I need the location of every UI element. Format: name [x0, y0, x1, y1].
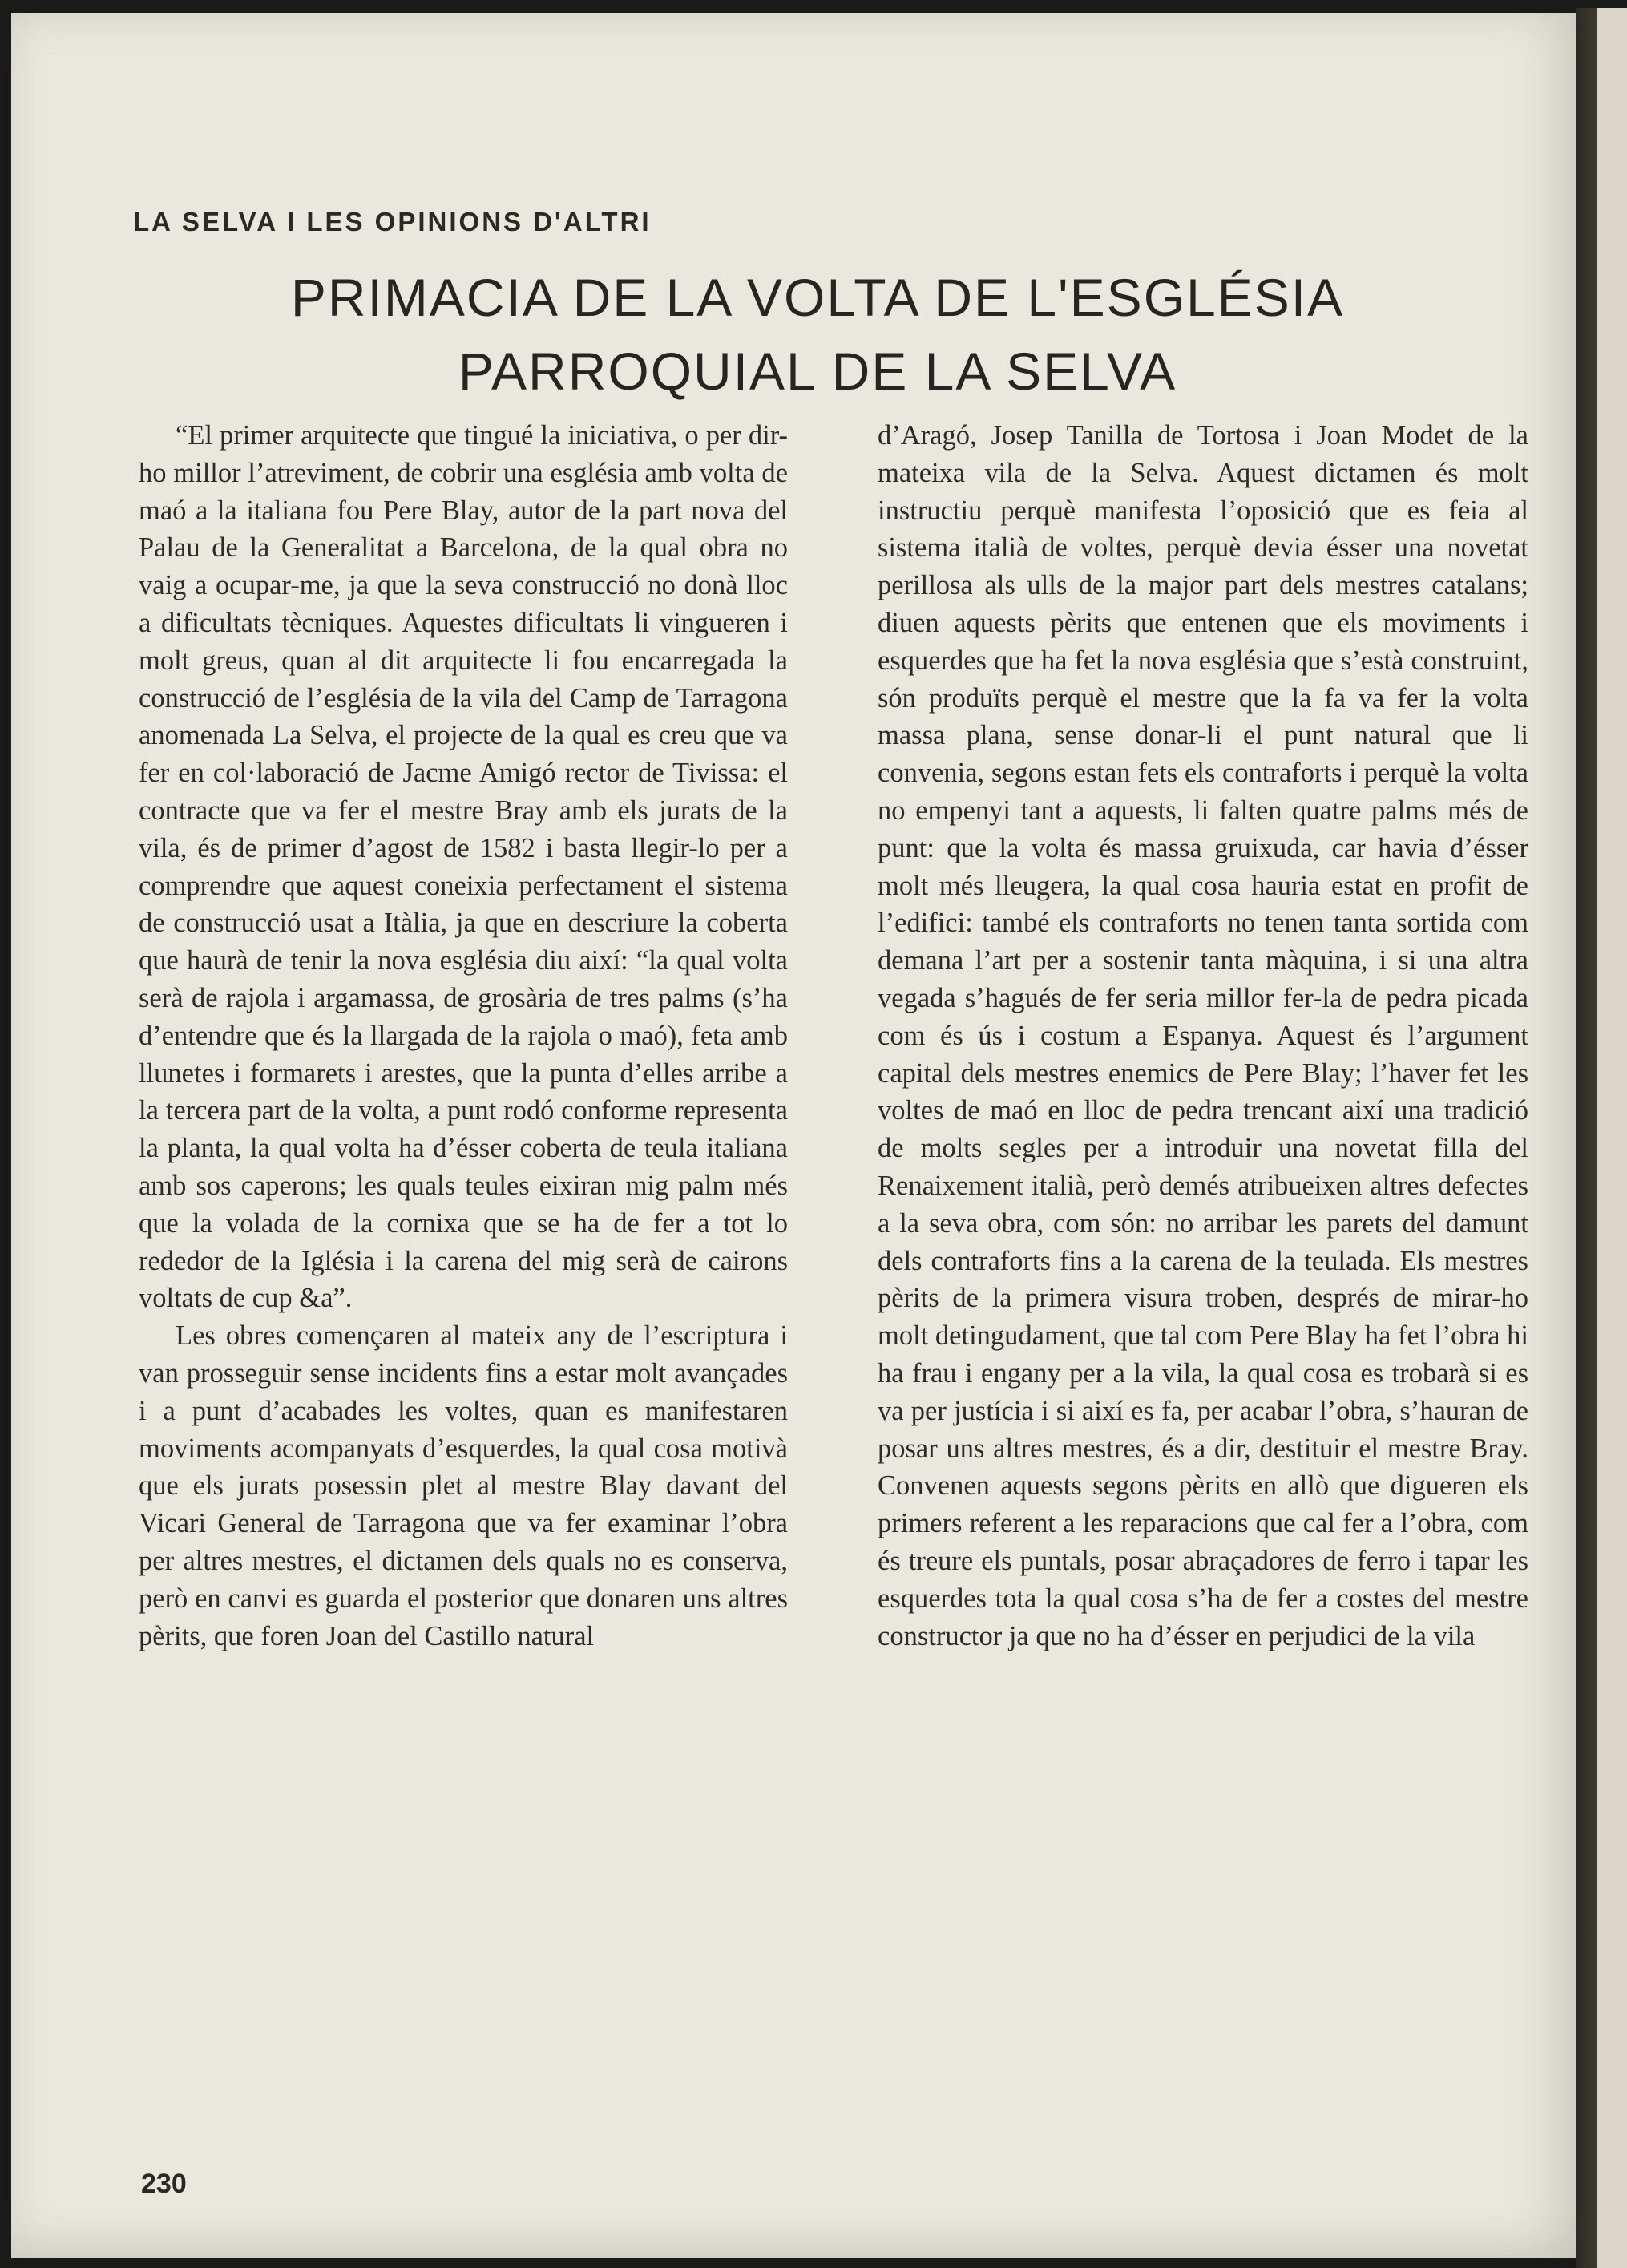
right-column	[878, 417, 1528, 1655]
left-column	[139, 417, 788, 1655]
title-line-1: PRIMACIA DE LA VOLTA DE L'ESGLÉSIA	[290, 268, 1345, 327]
facing-page-edge	[1576, 8, 1627, 2268]
paragraph: “El primer arquitecte que tingué la iniciativa, o per dir-ho millor l’atreviment, de cobrir una església amb volta de maó a la italiana fou Pere Blay, autor de la part nova del Palau de la Generalitat a Barcelona, de la qual obra no vaig a ocupar-me, ja que la seva construcció no donà lloc a dificultats tècniques. Aquestes dificultats li vingueren i molt greus, quan al dit arquitecte li fou encarregada la construcció de l’església de la vila del Camp de Tarragona anomenada La Selva, el projecte de la qual es creu que va fer en col·laboració de Jacme Amigó rector de Tivissa: el contracte que va fer el mestre Bray amb els jurats de la vila, és de primer d’agost de 1582 i basta llegir-lo per a comprendre que aquest coneixia perfectament el sistema de construcció usat a Itàlia, ja que en descriure la coberta que haurà de tenir la nova església diu així: “la qual volta serà de rajola i argamassa, de grosària de tres palms (s’ha d’entendre que és la llargada de la rajola o maó), feta amb llunetes i formarets i arestes, que la punta d’elles arribe a la tercera part de la volta, a punt rodó conforme representa la planta, la qual volta ha d’ésser coberta de teula italiana amb sos caperons; les quals teules eixiran mig palm més que la volada de la cornixa que se ha de fer a tot lo rededor de la Iglésia i la carena del mig serà de cairons voltats de cup &a”.	[139, 420, 788, 1314]
article-title	[200, 261, 1435, 408]
section-label: LA SELVA I LES OPINIONS D'ALTRI	[133, 207, 652, 237]
page-number: 230	[141, 2169, 187, 2199]
paragraph: d’Aragó, Josep Tanilla de Tortosa i Joan Modet de la mateixa vila de la Selva. Aquest dictamen és molt instructiu perquè manifesta l’oposició que es feia al sistema italià de voltes, perquè devia ésser una novetat perillosa als ulls de la major part dels mestres catalans; diuen aquests pèrits que entenen que els moviments i esquerdes que ha fet la nova església que s’està construint, són produïts perquè el mestre que la fa va fer la volta massa plana, sense donar-li el punt natural que li convenia, segons estan fets els contraforts i perquè la volta no empenyi tant a aquests, li falten quatre palms més de punt: que la volta és massa gruixuda, car havia d’ésser molt més lleugera, la qual cosa hauria estat en profit de l’edifici: també els contraforts no tenen tanta sortida com demana l’art per a sostenir tanta màquina, i si una altra vegada s’hagués de fer seria millor fer-la de pedra picada com és ús i costum a Espanya. Aquest és l’argument capital dels mestres enemics de Pere Blay; l’haver fet les voltes de maó en lloc de pedra trencant així una tradició de molts segles per a introduir una novetat filla del Renaixement italià, però demés atribueixen altres defectes a la seva obra, com són: no arribar les parets del damunt dels contraforts fins a la carena de la teulada. Els mestres pèrits de la primera visura troben, després de mirar-ho molt detingudament, que tal com Pere Blay ha fet l’obra hi ha frau i engany per a la vila, la qual cosa es trobarà si es va per justícia i si així es fa, per acabar l’obra, s’hauran de posar uns altres mestres, és a dir, destituir el mestre Bray. Convenen aquests segons pèrits en allò que digueren els primers referent a les reparacions que cal fer a l’obra, com és treure els puntals, posar abraçadores de ferro i tapar les esquerdes tota la qual cosa s’ha de fer a costes del mestre constructor ja que no ha d’ésser en perjudici de la vila	[878, 420, 1528, 1651]
paragraph: Les obres començaren al mateix any de l’escriptura i van prosseguir sense incidents fins a estar molt avançades i a punt d’acabades les voltes, quan es manifestaren moviments acompanyats d’esquerdes, la qual cosa motivà que els jurats posessin plet al mestre Blay davant del Vicari General de Tarragona que va fer examinar l’obra per altres mestres, el dictamen dels quals no es conserva, però en canvi es guarda el posterior que donaren uns altres pèrits, que foren Joan del Castillo natural	[139, 1320, 788, 1651]
title-line-2: PARROQUIAL DE LA SELVA	[458, 342, 1177, 401]
